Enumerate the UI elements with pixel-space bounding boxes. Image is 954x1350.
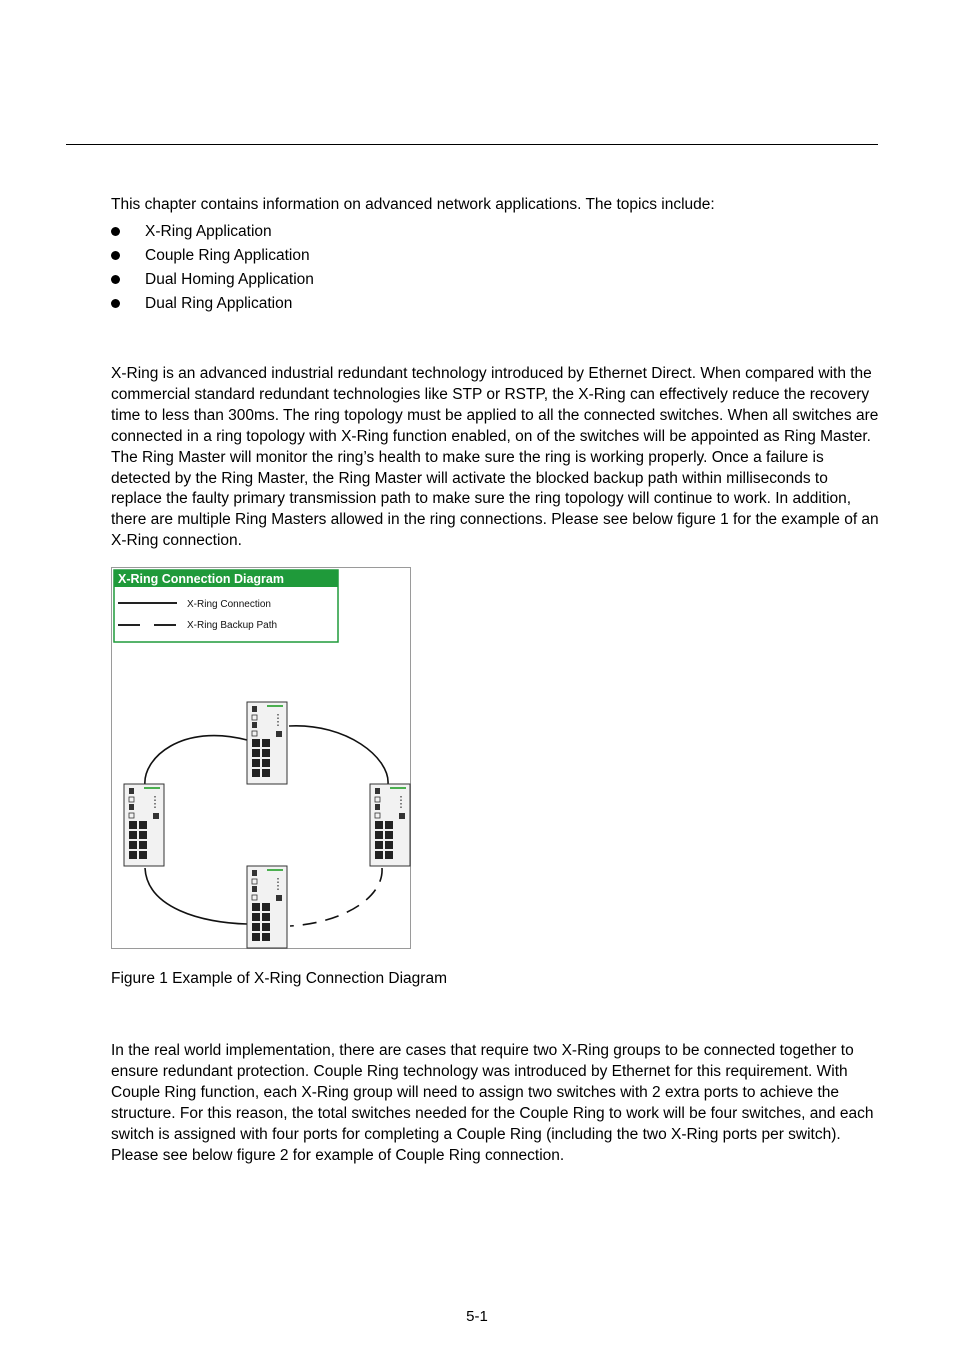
bullet-icon [111, 299, 120, 308]
bullet-icon [111, 251, 120, 260]
switch-left [124, 784, 164, 866]
couple-ring-paragraph: In the real world implementation, there are cases that require two X-Ring groups to be connected together to ensure redundant protection. Couple Ring technology was introduced by Ethernet for this requirement. With Couple Ring function, each X-Ring group will need to assign two switches with 2 extra ports to achieve the structure. For this reason, the total switches needed for the Couple Ring to work will be four switches, and each switch is assigned with four ports for completing a Couple Ring (including the two X-Ring ports per switch). Please see below figure 2 for example of Couple Ring connection. [111, 1042, 874, 1164]
topic-label: Dual Homing Application [145, 271, 314, 288]
xring-paragraph: X-Ring is an advanced industrial redundant technology introduced by Ethernet Direct. When compared with the commercial standard redundant technologies like STP or RSTP, the X-Ring can effectively reduce the recovery time to less than 300ms. The ring topology must be applied to all the connected switches. When all switches are connected in a ring topology with X-Ring function enabled, on of the switches will be appointed as Ring Master. The Ring Master will monitor the ring’s health to make sure the ring is working properly. Once a failure is detected by the Ring Master, the Ring Master will activate the blocked backup path within milliseconds to replace the faulty primary transmission path to make sure the ring topology will continue to work. In addition, there are multiple Ring Masters allowed in the ring connections. Please see below figure 1 for the example of an X-Ring connection. [111, 365, 879, 550]
legend-backup-label: X-Ring Backup Path [187, 620, 278, 631]
switch-bottom [247, 866, 287, 948]
topic-item [111, 222, 314, 246]
legend [114, 570, 338, 642]
switch-right [370, 784, 410, 866]
topic-label: Couple Ring Application [145, 247, 310, 264]
topic-label: Dual Ring Application [145, 295, 293, 312]
ring-connection-top-left [145, 736, 247, 786]
legend-title: X-Ring Connection Diagram [118, 572, 284, 586]
topic-item [111, 270, 314, 294]
topic-item [111, 294, 314, 318]
ring-connection-bottom-left [145, 868, 247, 924]
page-number: 5-1 [466, 1308, 488, 1325]
bullet-icon [111, 275, 120, 284]
topic-list [111, 222, 314, 318]
topic-label: X-Ring Application [145, 223, 272, 240]
figure-caption: Figure 1 Example of X-Ring Connection Diagram [111, 970, 447, 987]
topic-item [111, 246, 314, 270]
legend-connection-label: X-Ring Connection [187, 599, 271, 610]
bullet-icon [111, 227, 120, 236]
intro-text: This chapter contains information on advanced network applications. The topics include: [111, 196, 715, 213]
xring-connection-diagram [111, 567, 411, 949]
ring-backup-path [290, 868, 382, 926]
ring-connection-top-right [289, 726, 388, 784]
switch-top [247, 702, 287, 784]
header-rule [66, 144, 878, 145]
